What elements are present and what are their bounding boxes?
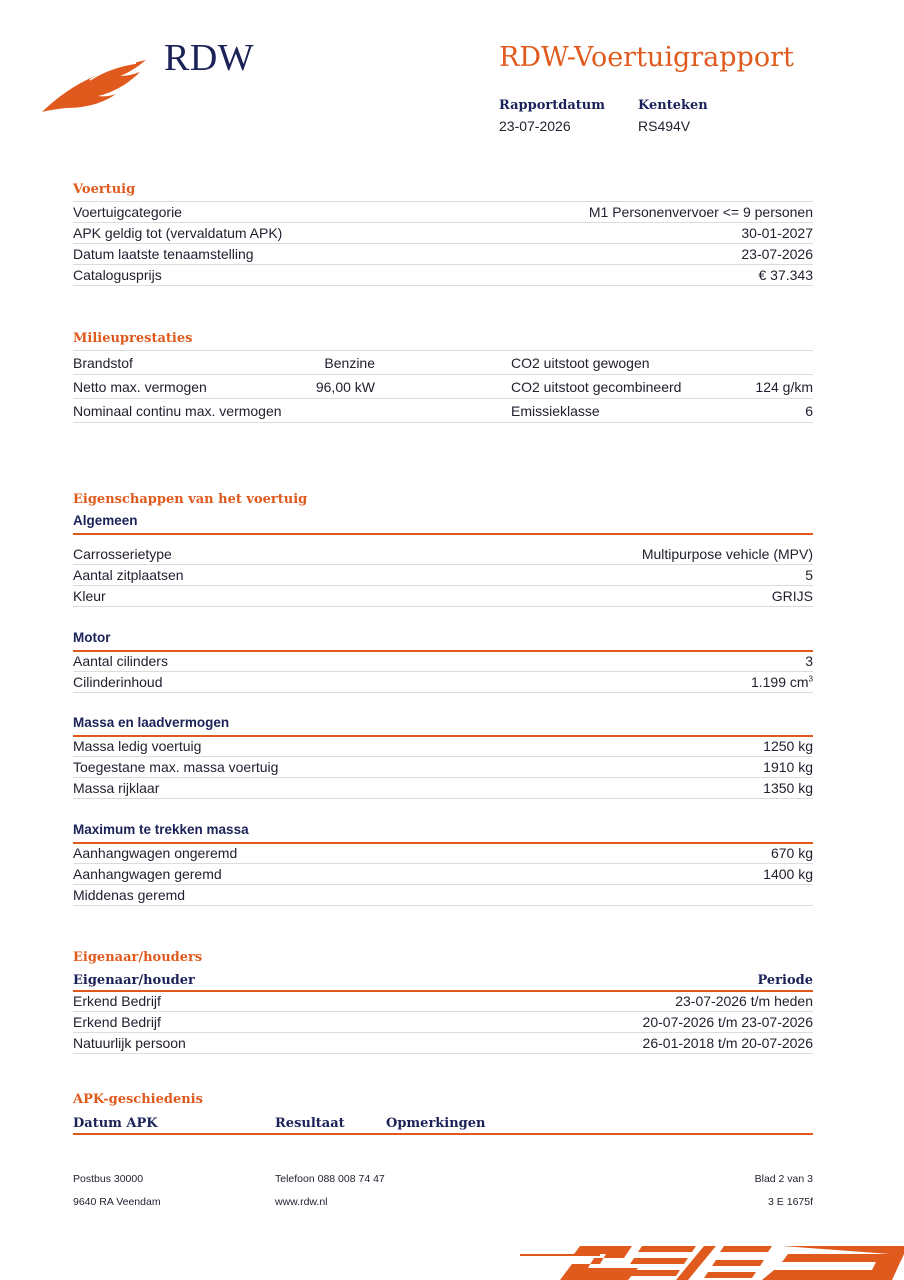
col-owner-header: Eigenaar/houder xyxy=(73,973,195,988)
plate-label: Kenteken xyxy=(638,98,708,113)
table-row: Natuurlijk persoon 26-01-2018 t/m 20-07-2026 xyxy=(73,1033,813,1054)
rdw-logo xyxy=(40,30,260,120)
section-apk-title: APK-geschiedenis xyxy=(73,1092,203,1107)
footer-page-number: Blad 2 van 3 xyxy=(754,1173,813,1185)
table-row: Aanhangwagen geremd 1400 kg xyxy=(73,864,813,885)
table-row: Brandstof Benzine CO2 uitstoot gewogen xyxy=(73,351,813,375)
report-date: 23-07-2026 xyxy=(499,118,571,134)
subsection-trekken-title: Maximum te trekken massa xyxy=(73,822,813,844)
table-row: Kleur GRIJS xyxy=(73,586,813,607)
table-row: Massa ledig voertuig 1250 kg xyxy=(73,736,813,757)
section-eigenaar-title: Eigenaar/houders xyxy=(73,950,203,965)
footer-address-1: Postbus 30000 xyxy=(73,1173,144,1185)
footer-website-link[interactable]: www.rdw.nl xyxy=(275,1196,328,1208)
table-row: Erkend Bedrijf 23-07-2026 t/m heden xyxy=(73,991,813,1012)
table-row: Nominaal continu max. vermogen Emissieklasse 6 xyxy=(73,399,813,423)
footer-phone: Telefoon 088 008 74 47 xyxy=(275,1173,385,1185)
rdw-bird-icon xyxy=(40,30,150,115)
subsection-massa-title: Massa en laadvermogen xyxy=(73,715,813,737)
apk-table-header xyxy=(73,1113,813,1135)
subsection-algemeen-title: Algemeen xyxy=(73,513,813,535)
plate-value: RS494V xyxy=(638,118,691,134)
table-row: Aanhangwagen ongeremd 670 kg xyxy=(73,843,813,864)
table-row: APK geldig tot (vervaldatum APK) 30-01-2027 xyxy=(73,223,813,244)
table-row: Netto max. vermogen 96,00 kW CO2 uitstoot gecombineerd 124 g/km xyxy=(73,375,813,399)
owner-table-header xyxy=(73,970,813,992)
section-eigenschappen-title: Eigenschappen van het voertuig xyxy=(73,492,308,507)
report-date-label: Rapportdatum xyxy=(499,98,605,113)
table-row: Aantal zitplaatsen 5 xyxy=(73,565,813,586)
section-voertuig-title: Voertuig xyxy=(73,182,136,197)
footer-address-2: 9640 RA Veendam xyxy=(73,1196,161,1208)
report-title: RDW-Voertuigrapport xyxy=(499,42,794,73)
table-row: Toegestane max. massa voertuig 1910 kg xyxy=(73,757,813,778)
footer-document-code: 3 E 1675f xyxy=(768,1196,813,1208)
table-row: Catalogusprijs € 37.343 xyxy=(73,265,813,286)
decorative-stripes-icon xyxy=(520,1242,904,1280)
section-milieu-title: Milieuprestaties xyxy=(73,331,193,346)
logo-text: RDW xyxy=(164,37,255,79)
table-row: Cilinderinhoud 1.199 $cm^3$ xyxy=(73,672,813,693)
table-row: Datum laatste tenaamstelling 23-07-2026 xyxy=(73,244,813,265)
col-apk-date-header: Datum APK xyxy=(73,1116,158,1131)
col-apk-result-header: Resultaat xyxy=(275,1116,345,1131)
col-apk-notes-header: Opmerkingen xyxy=(386,1116,486,1131)
table-row: Carrosserietype Multipurpose vehicle (MPV) xyxy=(73,544,813,565)
table-row: Aantal cilinders 3 xyxy=(73,651,813,672)
table-row: Massa rijklaar 1350 kg xyxy=(73,778,813,799)
table-row: Middenas geremd xyxy=(73,885,813,906)
col-period-header: Periode xyxy=(757,973,813,988)
table-row: Voertuigcategorie M1 Personenvervoer <= 9 personen xyxy=(73,202,813,223)
table-row: Erkend Bedrijf 20-07-2026 t/m 23-07-2026 xyxy=(73,1012,813,1033)
subsection-motor-title: Motor xyxy=(73,630,813,652)
